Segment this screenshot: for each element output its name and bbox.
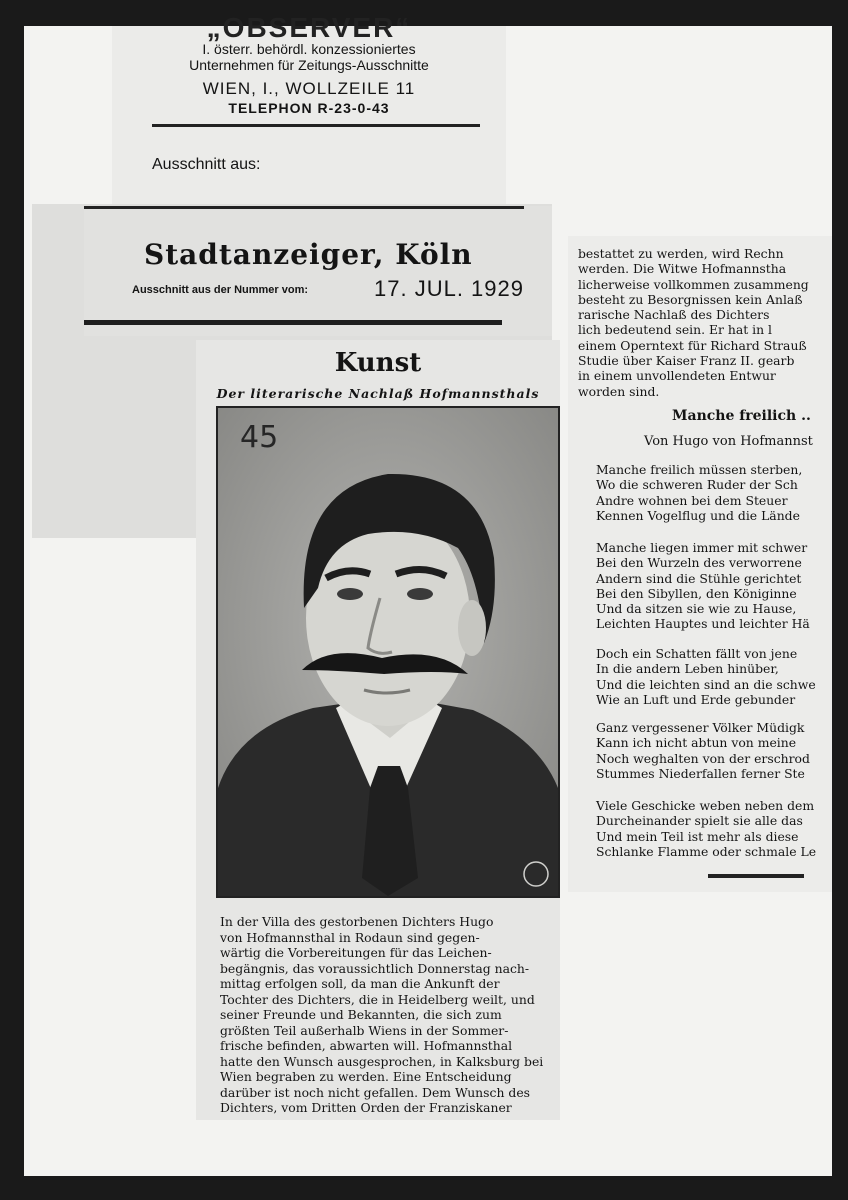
continuation-line: lich bedeutend sein. Er hat in l [578, 322, 773, 338]
poem-line: Und mein Teil ist mehr als diese [596, 828, 799, 844]
newspaper-name: Stadtanzeiger, Köln [144, 238, 473, 271]
poem-stanza-4 [596, 720, 810, 781]
end-rule [708, 874, 804, 878]
observer-line1: I. österr. behördl. konzessioniertes [202, 41, 416, 57]
body-line: Wien begraben zu werden. Eine Entscheidung [220, 1069, 512, 1084]
poem-title: Manche freilich .. [672, 408, 811, 424]
poem-line: Und da sitzen sie wie zu Hause, [596, 601, 797, 617]
poem-line: Andre wohnen bei dem Steuer [596, 492, 788, 508]
poem-line: Durcheinander spielt sie alle das [596, 813, 803, 829]
poem-line: Wie an Luft und Erde gebunder [596, 691, 796, 707]
poem-line: Noch weghalten von der erschrod [596, 750, 810, 766]
poem-line: Wo die schweren Ruder der Sch [596, 477, 798, 493]
observer-telephone: TELEPHON R-23-0-43 [228, 100, 390, 116]
archive-sheet [24, 12, 832, 1176]
body-line: hatte den Wunsch ausgesprochen, in Kalksburg bei [220, 1053, 544, 1069]
section-heading: Kunst [334, 348, 422, 378]
newspaper-slip [84, 206, 552, 336]
date-stamp: 17. JUL. 1929 [374, 276, 524, 301]
observer-masthead: „OBSERVER“ [206, 12, 412, 43]
continuation-line: Studie über Kaiser Franz II. gearb [578, 353, 795, 369]
newspaper-bottom-rule [84, 320, 502, 325]
poem-line: Viele Geschicke weben neben dem [596, 798, 815, 813]
poem-line: Manche freilich müssen sterben, [596, 462, 803, 477]
issue-label: Ausschnitt aus der Nummer vom: [132, 284, 309, 296]
poem-stanza-2 [596, 540, 810, 632]
poem-line: Kann ich nicht abtun von meine [596, 735, 797, 751]
poem-author: Von Hugo von Hofmannst [644, 434, 813, 449]
observer-address: WIEN, I., WOLLZEILE 11 [202, 79, 416, 98]
poem-stanza-1 [596, 462, 802, 523]
poem-line: Leichten Hauptes und leichter Hä [596, 616, 810, 632]
body-line: größten Teil außerhalb Wiens in der Sommer- [220, 1022, 509, 1038]
poem-line: Ganz vergessener Völker Müdigk [596, 720, 805, 735]
body-line: frische befinden, abwarten will. Hofmannsthal [220, 1038, 513, 1053]
poem-line: Bei den Sibyllen, den Königinne [596, 585, 797, 601]
handwritten-number: 45 [240, 420, 279, 455]
body-line: von Hofmannsthal in Rodaun sind gegen- [220, 929, 480, 945]
poem-line: In die andern Leben hinüber, [596, 661, 779, 677]
body-line: mittag erfolgen soll, da man die Ankunft der [220, 976, 500, 991]
article-clipping [196, 340, 560, 1120]
portrait-photo [216, 406, 560, 898]
poem-line: Stummes Niederfallen ferner Ste [596, 765, 805, 781]
continuation-line: worden sind. [578, 383, 660, 399]
continuation-clipping [568, 236, 832, 892]
clipping-from-label: Ausschnitt aus: [152, 156, 261, 173]
poem-line: Doch ein Schatten fällt von jene [596, 646, 798, 661]
body-line: In der Villa des gestorbenen Dichters Hugo [220, 914, 494, 929]
poem-line: Schlanke Flamme oder schmale Le [596, 843, 817, 859]
observer-rule [152, 124, 480, 127]
poem-line: Andern sind die Stühle gerichtet [596, 570, 802, 586]
continuation-line: einem Operntext für Richard Strauß [578, 337, 807, 353]
continuation-line: besteht zu Besorgnissen kein Anlaß [578, 291, 803, 307]
body-line: begängnis, das voraussichtlich Donnerstag nach- [220, 960, 530, 976]
poem-stanza-3 [596, 646, 816, 707]
body-line: Tochter des Dichters, die in Heidelberg weilt, und [220, 991, 535, 1007]
body-line: wärtig die Vorbereitungen für das Leichen- [220, 945, 492, 960]
article-headline: Der literarische Nachlaß Hofmannsthals [216, 386, 540, 401]
newspaper-top-rule [84, 206, 524, 209]
continuation-line: rarische Nachlaß des Dichters [578, 307, 770, 323]
continuation-text [578, 246, 832, 399]
continuation-line: licherweise vollkommen zusammeng [578, 276, 809, 292]
body-line: seiner Freunde und Bekannten, die sich zum [220, 1007, 502, 1022]
article-body [220, 914, 556, 1116]
continuation-line: bestattet zu werden, wird Rechn [578, 246, 784, 261]
body-line: darüber ist noch nicht gefallen. Dem Wunsch des [220, 1084, 531, 1100]
body-line: Dichters, vom Dritten Orden der Franziskaner [220, 1100, 512, 1115]
poem-line: Manche liegen immer mit schwer [596, 540, 808, 555]
poem-stanza-5 [596, 798, 816, 859]
poem-line: Und die leichten sind an die schwe [596, 676, 816, 692]
observer-slip [112, 12, 506, 208]
continuation-line: werden. Die Witwe Hofmannstha [578, 261, 787, 277]
portrait-illustration [218, 408, 558, 896]
continuation-line: in einem unvollendeten Entwur [578, 368, 776, 384]
poem-line: Bei den Wurzeln des verworrene [596, 555, 802, 571]
observer-line2: Unternehmen für Zeitungs-Ausschnitte [189, 57, 429, 73]
poem-line: Kennen Vogelflug und die Lände [596, 507, 800, 523]
